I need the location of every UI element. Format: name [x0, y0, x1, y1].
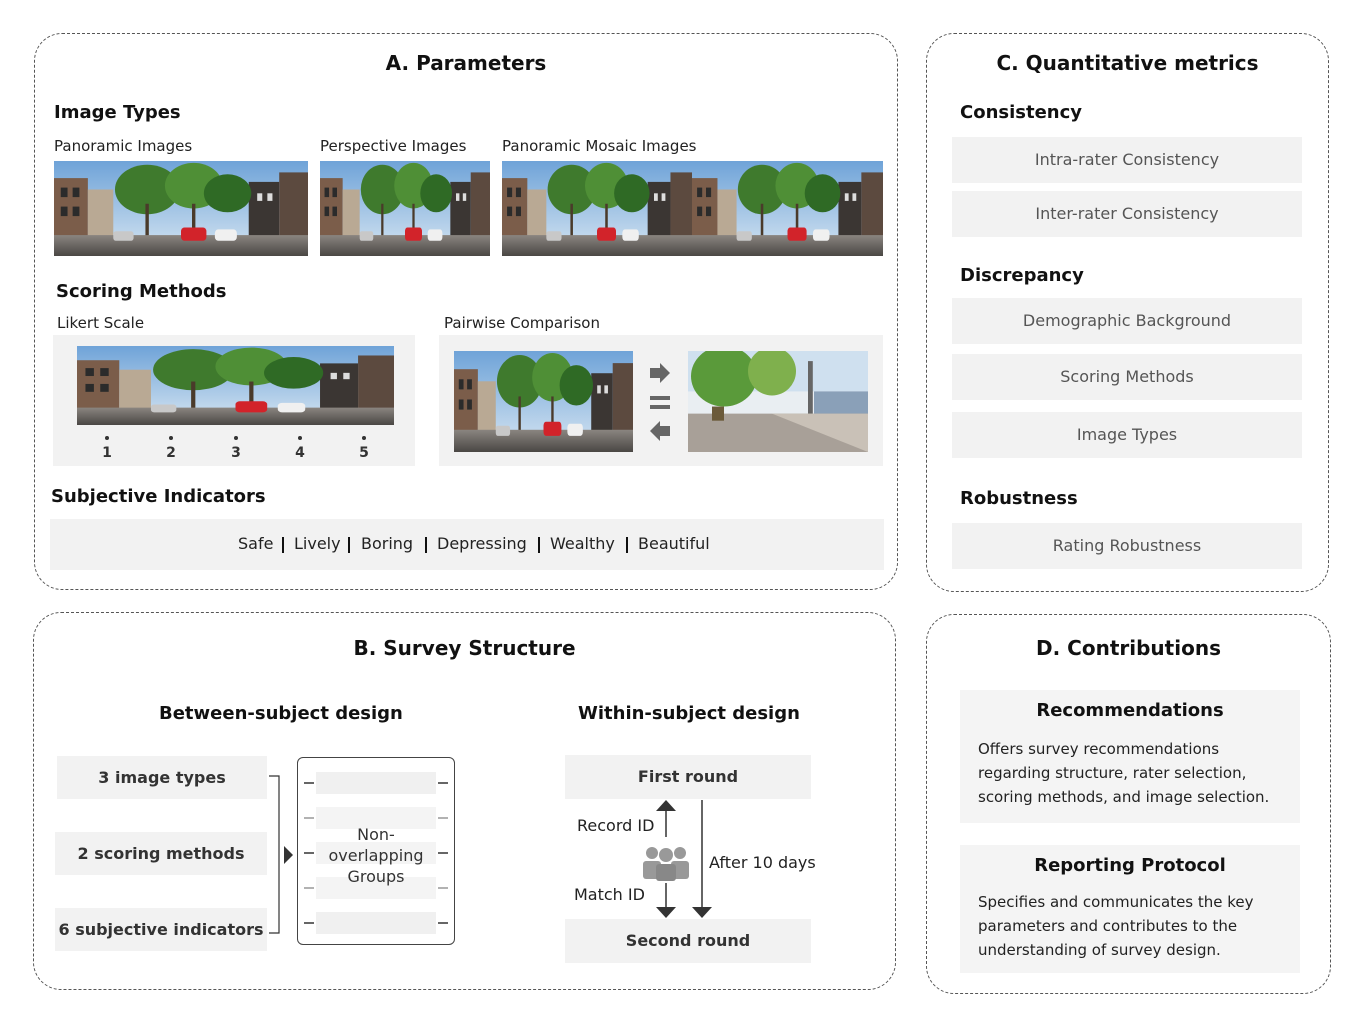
within-subject-heading: Within-subject design	[578, 703, 800, 724]
metric-box: Rating Robustness	[952, 523, 1302, 569]
likert-tick: 3	[231, 445, 241, 461]
robustness-heading: Robustness	[960, 488, 1078, 509]
scoring-methods-heading: Scoring Methods	[56, 281, 227, 302]
image-types-heading: Image Types	[54, 102, 181, 123]
indicator: Lively	[294, 534, 341, 553]
recommendations-text-line: Offers survey recommendations	[978, 740, 1220, 758]
indicator: Boring	[361, 534, 414, 553]
pairwise-right-image	[688, 351, 868, 452]
panoramic-mosaic-image	[502, 161, 883, 256]
recommendations-title: Recommendations	[1036, 700, 1224, 721]
reporting-protocol-text-line: parameters and contributes to the	[978, 917, 1238, 935]
likert-scale-box	[53, 335, 415, 466]
pairwise-comparison-label: Pairwise Comparison	[444, 314, 600, 332]
likert-dot	[105, 436, 109, 440]
indicator: Safe	[238, 534, 274, 553]
indicator: Beautiful	[638, 534, 710, 553]
likert-dot	[362, 436, 366, 440]
after-days-label: After 10 days	[709, 853, 816, 872]
panel-title: A. Parameters	[385, 51, 547, 75]
reporting-protocol-card	[960, 845, 1300, 973]
panel-title: D. Contributions	[1036, 636, 1221, 660]
panel-title: C. Quantitative metrics	[996, 51, 1259, 75]
design-factor-box: 2 scoring methods	[55, 832, 267, 875]
image-type-label: Panoramic Mosaic Images	[502, 137, 697, 155]
likert-dot	[169, 436, 173, 440]
likert-tick: 5	[359, 445, 369, 461]
first-round-box: First round	[565, 755, 811, 799]
panel-survey-structure	[33, 612, 896, 990]
likert-dot	[234, 436, 238, 440]
metric-box: Demographic Background	[952, 298, 1302, 344]
separator	[425, 537, 427, 553]
design-factor-box: 6 subjective indicators	[55, 908, 267, 951]
consistency-heading: Consistency	[960, 102, 1083, 123]
design-factor-box: 3 image types	[57, 756, 267, 799]
pairwise-comparison-box	[439, 335, 883, 466]
between-subject-heading: Between-subject design	[159, 703, 403, 724]
reporting-protocol-text-line: understanding of survey design.	[978, 941, 1221, 959]
recommendations-text-line: scoring methods, and image selection.	[978, 788, 1270, 806]
separator	[348, 537, 350, 553]
panel-contributions	[926, 614, 1331, 994]
match-id-label: Match ID	[574, 885, 645, 904]
separator	[626, 537, 628, 553]
pairwise-left-image	[454, 351, 633, 452]
groups-box	[297, 757, 455, 945]
separator	[538, 537, 540, 553]
groups-label: Non-overlapping Groups	[328, 825, 424, 886]
metric-box: Image Types	[952, 412, 1302, 458]
perspective-image	[320, 161, 490, 256]
reporting-protocol-text-line: Specifies and communicates the key	[978, 893, 1254, 911]
indicator: Wealthy	[550, 534, 615, 553]
second-round-box: Second round	[565, 919, 811, 963]
likert-tick: 2	[166, 445, 176, 461]
likert-tick: 1	[102, 445, 112, 461]
panel-quantitative-metrics	[926, 33, 1329, 592]
panoramic-image	[54, 161, 308, 256]
metric-box: Inter-rater Consistency	[952, 191, 1302, 237]
subjective-indicators-heading: Subjective Indicators	[51, 486, 266, 507]
likert-scale-label: Likert Scale	[57, 314, 145, 332]
panel-title: B. Survey Structure	[353, 636, 576, 660]
discrepancy-heading: Discrepancy	[960, 265, 1084, 286]
panel-parameters	[34, 33, 898, 590]
image-type-label: Perspective Images	[320, 137, 467, 155]
users-group-icon	[640, 845, 692, 881]
indicator: Depressing	[437, 534, 527, 553]
likert-dot	[298, 436, 302, 440]
bracket-arrow-icon	[267, 773, 295, 938]
metric-box: Scoring Methods	[952, 354, 1302, 400]
record-id-label: Record ID	[577, 816, 655, 835]
recommendations-text-line: regarding structure, rater selection,	[978, 764, 1247, 782]
metric-box: Intra-rater Consistency	[952, 137, 1302, 183]
subjective-indicators-box	[50, 519, 884, 570]
preference-arrows-icon	[647, 363, 673, 443]
image-type-label: Panoramic Images	[54, 137, 193, 155]
likert-image	[77, 346, 394, 425]
reporting-protocol-title: Reporting Protocol	[1034, 855, 1226, 876]
separator	[282, 537, 284, 553]
recommendations-card	[960, 690, 1300, 823]
likert-tick: 4	[295, 445, 305, 461]
